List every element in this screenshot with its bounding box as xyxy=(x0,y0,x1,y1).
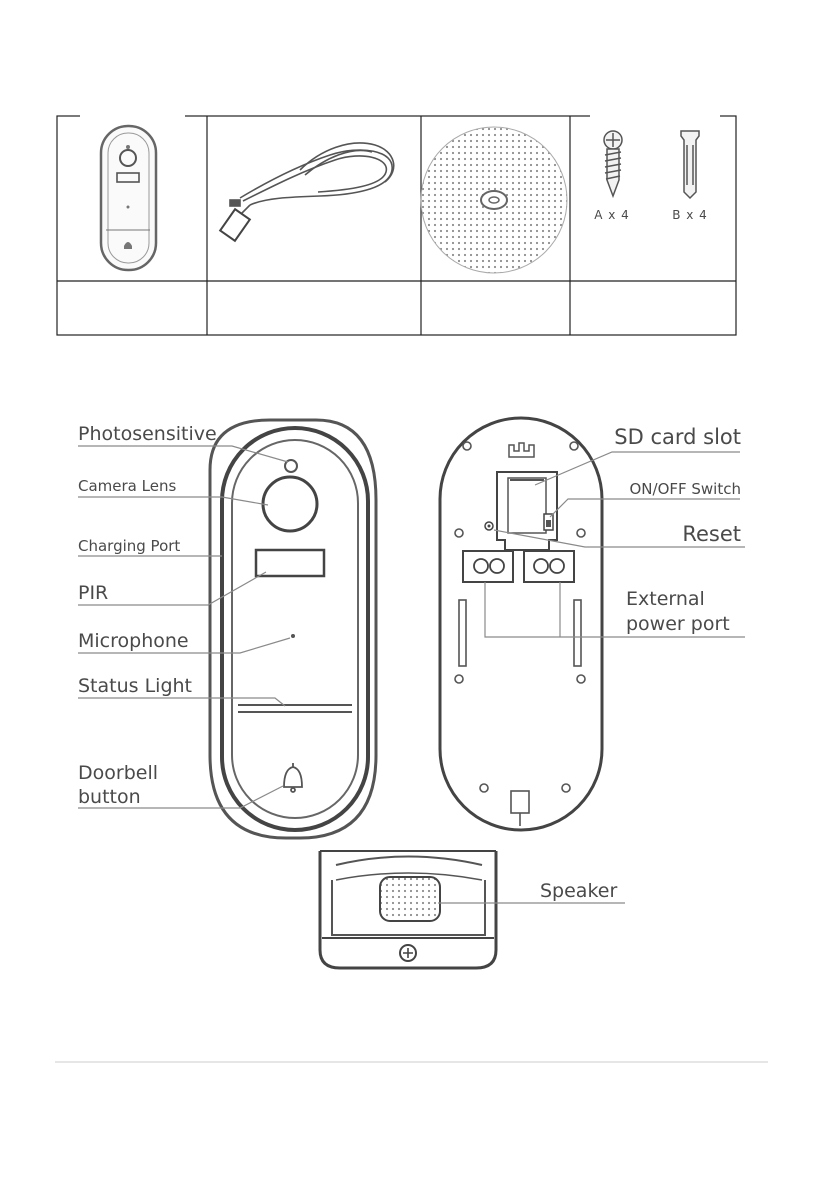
screw-icon xyxy=(604,131,622,196)
package-contents-table xyxy=(57,113,736,335)
usb-cable-icon xyxy=(220,143,394,241)
label-status-light: Status Light xyxy=(78,675,192,697)
camera-lens xyxy=(263,477,317,531)
label-external-power-port-line2: power port xyxy=(626,613,730,635)
label-doorbell-button-line1: Doorbell xyxy=(78,762,158,784)
anchor-count-label: B x 4 xyxy=(672,208,708,222)
front-view-doorbell xyxy=(210,420,376,838)
label-charging-port: Charging Port xyxy=(78,537,181,555)
label-on-off-switch: ON/OFF Switch xyxy=(629,480,741,498)
bottom-view-doorbell xyxy=(320,851,496,968)
label-external-power-port-line1: External xyxy=(626,588,705,610)
screws-and-anchors-icon xyxy=(594,131,708,222)
label-reset: Reset xyxy=(682,522,741,546)
chime-receiver-icon xyxy=(421,127,567,273)
doorbell-icon xyxy=(101,126,156,270)
label-camera-lens: Camera Lens xyxy=(78,477,177,495)
screw-count-label: A x 4 xyxy=(594,208,630,222)
label-microphone: Microphone xyxy=(78,630,189,652)
label-doorbell-button-line2: button xyxy=(78,786,141,808)
anchor-icon xyxy=(681,131,699,198)
back-view-doorbell xyxy=(440,418,602,830)
speaker-grille xyxy=(380,877,440,921)
microphone-hole xyxy=(291,634,295,638)
pir-sensor xyxy=(256,550,324,576)
label-sd-card-slot: SD card slot xyxy=(614,425,741,449)
label-pir: PIR xyxy=(78,582,109,604)
label-speaker: Speaker xyxy=(540,880,618,902)
label-photosensitive: Photosensitive xyxy=(78,423,217,445)
